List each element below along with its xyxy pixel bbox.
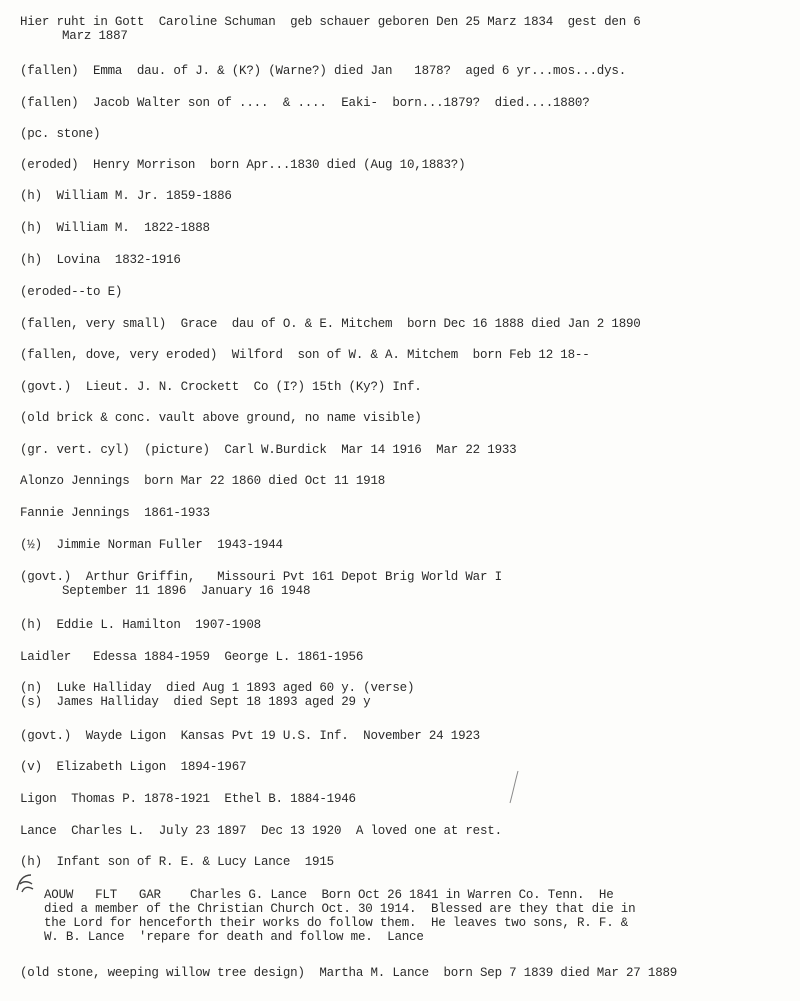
entry-line: Hier ruht in Gott Caroline Schuman geb schauer geboren Den 25 Marz 1834 gest den 6 bbox=[20, 15, 641, 29]
entry-eroded bbox=[20, 285, 792, 299]
entry-elizabeth-ligon bbox=[20, 760, 792, 774]
entry-continuation: died a member of the Christian Church Oct. 30 1914. Blessed are they that die in bbox=[44, 902, 636, 916]
entry-martha-lance bbox=[20, 966, 792, 980]
entry-line: (h) Eddie L. Hamilton 1907-1908 bbox=[20, 618, 261, 632]
entry-line: (fallen, dove, very eroded) Wilford son of W. & A. Mitchem born Feb 12 18-- bbox=[20, 348, 590, 362]
entry-pc-stone bbox=[20, 127, 792, 141]
entry-laidler bbox=[20, 650, 792, 664]
entry-burdick bbox=[20, 443, 792, 457]
entry-line: (fallen) Emma dau. of J. & (K?) (Warne?) died Jan 1878? aged 6 yr...mos...dys. bbox=[20, 64, 627, 78]
entry-line: Alonzo Jennings born Mar 22 1860 died Oct 11 1918 bbox=[20, 474, 386, 488]
entry-line: (n) Luke Halliday died Aug 1 1893 aged 60 y. (verse) bbox=[20, 681, 415, 695]
entry-arthur-griffin bbox=[20, 570, 792, 598]
handwritten-emblem-icon bbox=[14, 872, 36, 894]
entry-wilford-mitchem bbox=[20, 348, 792, 362]
entry-william-m bbox=[20, 221, 792, 235]
entry-continuation: (s) James Halliday died Sept 18 1893 aged 29 y bbox=[20, 695, 371, 709]
entry-william-m-jr bbox=[20, 189, 792, 203]
entry-line: (v) Elizabeth Ligon 1894-1967 bbox=[20, 760, 247, 774]
entry-line: (govt.) Lieut. J. N. Crockett Co (I?) 15th (Ky?) Inf. bbox=[20, 380, 422, 394]
entry-line: (gr. vert. cyl) (picture) Carl W.Burdick Mar 14 1916 Mar 22 1933 bbox=[20, 443, 517, 457]
entry-fannie-jennings bbox=[20, 506, 792, 520]
entry-henry-morrison bbox=[20, 158, 792, 172]
entry-line: (eroded--to E) bbox=[20, 285, 123, 299]
entry-thomas-ligon bbox=[20, 792, 792, 806]
entry-continuation: W. B. Lance 'repare for death and follow me. Lance bbox=[44, 930, 424, 944]
stray-pencil-mark-icon bbox=[508, 770, 520, 804]
entry-line: (eroded) Henry Morrison born Apr...1830 died (Aug 10,1883?) bbox=[20, 158, 466, 172]
entry-jimmie-fuller bbox=[20, 538, 792, 552]
entry-eddie-hamilton bbox=[20, 618, 792, 632]
entry-line: (h) Infant son of R. E. & Lucy Lance 1915 bbox=[20, 855, 334, 869]
entry-line: (old stone, weeping willow tree design) Martha M. Lance born Sep 7 1839 died Mar 27 1889 bbox=[20, 966, 678, 980]
entry-continuation: September 11 1896 January 16 1948 bbox=[62, 584, 311, 598]
entry-emma bbox=[20, 64, 792, 78]
entry-line: (pc. stone) bbox=[20, 127, 101, 141]
entry-charles-g-lance bbox=[44, 888, 792, 944]
entry-schuman bbox=[20, 15, 792, 43]
entry-jacob-walter bbox=[20, 96, 792, 110]
entry-line: (h) William M. Jr. 1859-1886 bbox=[20, 189, 232, 203]
entry-line: (fallen, very small) Grace dau of O. & E. Mitchem born Dec 16 1888 died Jan 2 1890 bbox=[20, 317, 641, 331]
entry-continuation: Marz 1887 bbox=[62, 29, 128, 43]
entry-line: (govt.) Arthur Griffin, Missouri Pvt 161 Depot Brig World War I bbox=[20, 570, 502, 584]
entry-line: (½) Jimmie Norman Fuller 1943-1944 bbox=[20, 538, 283, 552]
entry-charles-l-lance bbox=[20, 824, 792, 838]
entry-line: Ligon Thomas P. 1878-1921 Ethel B. 1884-1946 bbox=[20, 792, 356, 806]
entry-line: Laidler Edessa 1884-1959 George L. 1861-1956 bbox=[20, 650, 364, 664]
entry-alonzo-jennings bbox=[20, 474, 792, 488]
entry-line: (h) Lovina 1832-1916 bbox=[20, 253, 181, 267]
entry-line: (h) William M. 1822-1888 bbox=[20, 221, 210, 235]
entry-lovina bbox=[20, 253, 792, 267]
entry-grace-mitchem bbox=[20, 317, 792, 331]
entry-line: (govt.) Wayde Ligon Kansas Pvt 19 U.S. Inf. November 24 1923 bbox=[20, 729, 480, 743]
entry-crockett bbox=[20, 380, 792, 394]
entry-line: (old brick & conc. vault above ground, no name visible) bbox=[20, 411, 422, 425]
entry-continuation: the Lord for henceforth their works do follow them. He leaves two sons, R. F. & bbox=[44, 916, 629, 930]
entry-wayde-ligon bbox=[20, 729, 792, 743]
entry-line: Lance Charles L. July 23 1897 Dec 13 1920 A loved one at rest. bbox=[20, 824, 502, 838]
entry-vault bbox=[20, 411, 792, 425]
entry-infant-lance bbox=[20, 855, 792, 869]
entry-line: AOUW FLT GAR Charles G. Lance Born Oct 26 1841 in Warren Co. Tenn. He bbox=[44, 888, 614, 902]
entry-halliday bbox=[20, 681, 792, 709]
entry-line: (fallen) Jacob Walter son of .... & .... Eaki- born...1879? died....1880? bbox=[20, 96, 590, 110]
entry-line: Fannie Jennings 1861-1933 bbox=[20, 506, 210, 520]
